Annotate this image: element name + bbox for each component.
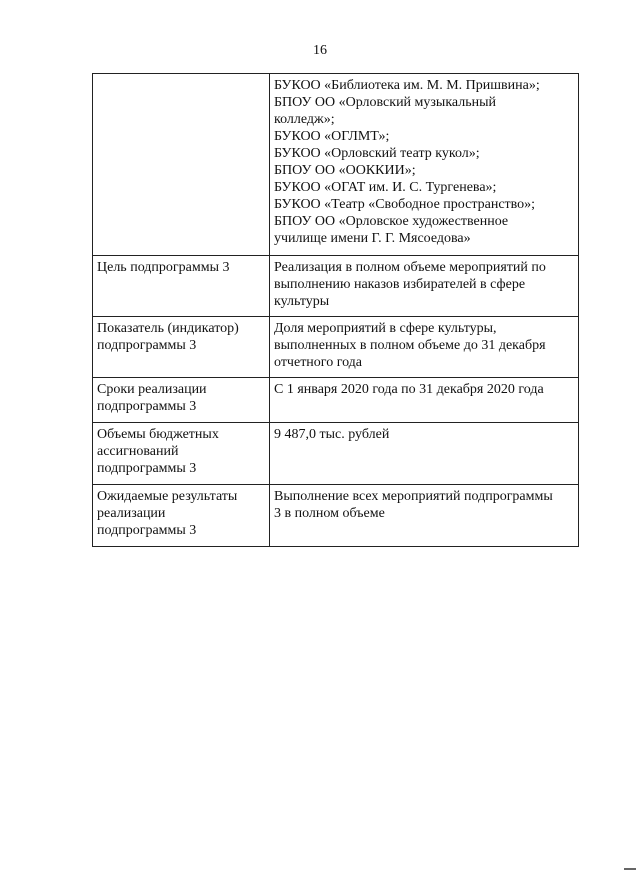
value-line: БУКОО «Орловский театр кукол»; [274,146,480,161]
subprogram-passport-table [92,73,579,547]
scan-artifact-mark [624,868,636,870]
table-row [93,485,579,547]
value-line: БУКОО «Театр «Свободное пространство»; [274,197,536,212]
value-line: БУКОО «ОГЛМТ»; [274,129,390,144]
value-line: Реализация в полном объеме мероприятий по [274,260,546,275]
row-label-cell [93,378,270,423]
row-value-cell [270,256,579,317]
value-line: БПОУ ОО «Орловский музыкальный [274,95,497,110]
value-line: выполнению наказов избирателей в сфере [274,277,526,292]
value-line: Выполнение всех мероприятий подпрограммы [274,489,553,504]
value-line: культуры [274,294,330,309]
table-row [93,378,579,423]
label-line: Ожидаемые результаты [97,489,238,504]
label-line: реализации [97,506,166,521]
value-line: БУКОО «Библиотека им. М. М. Пришвина»; [274,78,540,93]
row-value-cell [270,423,579,485]
row-label-cell [93,256,270,317]
label-line: подпрограммы 3 [97,399,197,414]
row-value-cell [270,74,579,256]
row-label-cell [93,74,270,256]
value-line: училище имени Г. Г. Мясоедова» [274,231,471,246]
value-line: отчетного года [274,355,363,370]
label-line: Объемы бюджетных [97,427,219,442]
label-line: Показатель (индикатор) [97,321,239,336]
label-line: Сроки реализации [97,382,207,397]
label-line: подпрограммы 3 [97,338,197,353]
row-label-cell [93,423,270,485]
label-line: Цель подпрограммы 3 [97,260,230,275]
row-value-cell [270,317,579,378]
value-line: БУКОО «ОГАТ им. И. С. Тургенева»; [274,180,497,195]
table-row [93,256,579,317]
label-line: ассигнований [97,444,179,459]
table-row [93,317,579,378]
value-line: 9 487,0 тыс. рублей [274,427,390,442]
row-value-cell [270,485,579,547]
label-line: подпрограммы 3 [97,461,197,476]
row-label-cell [93,317,270,378]
value-line: БПОУ ОО «Орловское художественное [274,214,509,229]
value-line: Доля мероприятий в сфере культуры, [274,321,497,336]
value-line: выполненных в полном объеме до 31 декабря [274,338,546,353]
label-line: подпрограммы 3 [97,523,197,538]
value-line: 3 в полном объеме [274,506,385,521]
table-row [93,423,579,485]
page-number: 16 [313,43,327,58]
row-value-cell [270,378,579,423]
table-row [93,74,579,256]
value-line: БПОУ ОО «ООККИИ»; [274,163,416,178]
value-line: колледж»; [274,112,335,127]
value-line: С 1 января 2020 года по 31 декабря 2020 года [274,382,544,397]
row-label-cell [93,485,270,547]
